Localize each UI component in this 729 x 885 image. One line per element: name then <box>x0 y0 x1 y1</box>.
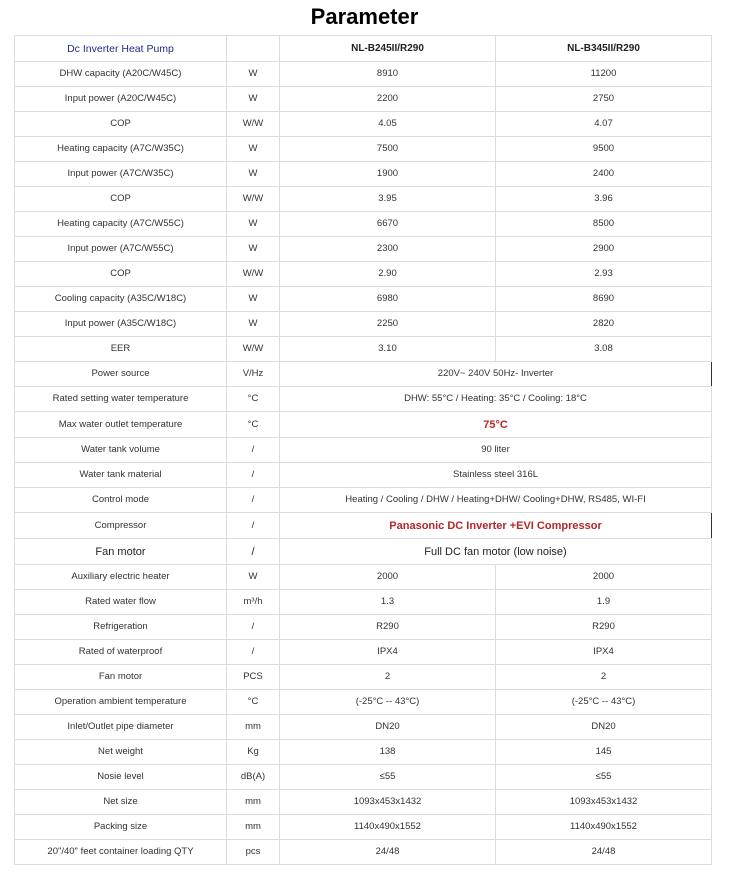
value-b-cell: 2750 <box>496 87 712 112</box>
value-a-cell: 2200 <box>280 87 496 112</box>
param-cell: Operation ambient temperature <box>15 690 227 715</box>
value-b-cell: 2900 <box>496 237 712 262</box>
table-row <box>15 590 712 615</box>
value-b-cell: 8690 <box>496 287 712 312</box>
value-a-cell: ≤55 <box>280 765 496 790</box>
param-cell: Rated of waterproof <box>15 640 227 665</box>
unit-cell: pcs <box>227 840 280 865</box>
header-label: Dc Inverter Heat Pump <box>15 36 227 62</box>
unit-cell: mm <box>227 715 280 740</box>
value-b-cell: R290 <box>496 615 712 640</box>
table-header-row <box>15 36 712 62</box>
table-row <box>15 337 712 362</box>
table-row <box>15 815 712 840</box>
table-row <box>15 262 712 287</box>
value-b-cell: 8500 <box>496 212 712 237</box>
table-row <box>15 665 712 690</box>
param-cell: Input power (A7C/W35C) <box>15 162 227 187</box>
value-b-cell: 11200 <box>496 62 712 87</box>
value-a-cell: 1900 <box>280 162 496 187</box>
value-a-cell: 8910 <box>280 62 496 87</box>
param-cell: Fan motor <box>15 665 227 690</box>
value-b-cell: 24/48 <box>496 840 712 865</box>
param-cell: COP <box>15 187 227 212</box>
value-b-cell: (-25°C -- 43°C) <box>496 690 712 715</box>
table-row <box>15 565 712 590</box>
param-cell: COP <box>15 112 227 137</box>
param-cell: Input power (A7C/W55C) <box>15 237 227 262</box>
table-row <box>15 212 712 237</box>
unit-cell: / <box>227 488 280 513</box>
value-a-cell: 138 <box>280 740 496 765</box>
param-cell: 20"/40" feet container loading QTY <box>15 840 227 865</box>
table-row <box>15 690 712 715</box>
unit-cell: / <box>227 438 280 463</box>
value-b-cell: 4.07 <box>496 112 712 137</box>
value-a-cell: 7500 <box>280 137 496 162</box>
unit-cell: m³/h <box>227 590 280 615</box>
table-row <box>15 715 712 740</box>
table-row <box>15 287 712 312</box>
table-row <box>15 640 712 665</box>
unit-cell: / <box>227 615 280 640</box>
param-cell: Water tank volume <box>15 438 227 463</box>
value-a-cell: 3.95 <box>280 187 496 212</box>
value-b-cell: 1140x490x1552 <box>496 815 712 840</box>
unit-cell: W <box>227 312 280 337</box>
unit-cell: W <box>227 87 280 112</box>
table-row <box>15 765 712 790</box>
parameter-table <box>14 35 712 865</box>
table-row <box>15 312 712 337</box>
param-cell: Compressor <box>15 513 227 539</box>
table-row <box>15 790 712 815</box>
param-cell: Power source <box>15 362 227 387</box>
param-cell: Heating capacity (A7C/W55C) <box>15 212 227 237</box>
param-cell: Heating capacity (A7C/W35C) <box>15 137 227 162</box>
value-a-cell: 24/48 <box>280 840 496 865</box>
page-title: Parameter <box>310 4 419 29</box>
value-a-cell: 2000 <box>280 565 496 590</box>
value-b-cell: DN20 <box>496 715 712 740</box>
param-cell: Max water outlet temperature <box>15 412 227 438</box>
compressor-value-cell: Panasonic DC Inverter +EVI Compressor <box>280 513 712 539</box>
table-row <box>15 412 712 438</box>
param-cell: COP <box>15 262 227 287</box>
merged-value-cell: DHW: 55°C / Heating: 35°C / Cooling: 18°C <box>280 387 712 412</box>
header-model-a: NL-B245II/R290 <box>280 36 496 62</box>
value-b-cell: 2400 <box>496 162 712 187</box>
unit-cell: W <box>227 62 280 87</box>
header-model-b: NL-B345II/R290 <box>496 36 712 62</box>
value-b-cell: 9500 <box>496 137 712 162</box>
param-cell: Refrigeration <box>15 615 227 640</box>
value-a-cell: 6980 <box>280 287 496 312</box>
unit-cell: °C <box>227 387 280 412</box>
unit-cell: Kg <box>227 740 280 765</box>
param-cell: Net weight <box>15 740 227 765</box>
unit-cell: W <box>227 162 280 187</box>
param-cell: Input power (A20C/W45C) <box>15 87 227 112</box>
table-row <box>15 137 712 162</box>
value-b-cell: ≤55 <box>496 765 712 790</box>
param-cell: Nosie level <box>15 765 227 790</box>
param-cell: Rated setting water temperature <box>15 387 227 412</box>
table-row <box>15 740 712 765</box>
value-b-cell: 2.93 <box>496 262 712 287</box>
param-cell: Net size <box>15 790 227 815</box>
value-a-cell: 2.90 <box>280 262 496 287</box>
unit-cell: W/W <box>227 187 280 212</box>
unit-cell: W <box>227 212 280 237</box>
table-row <box>15 237 712 262</box>
unit-cell: mm <box>227 790 280 815</box>
param-cell: Auxiliary electric heater <box>15 565 227 590</box>
param-cell: Input power (A35C/W18C) <box>15 312 227 337</box>
param-cell: DHW capacity (A20C/W45C) <box>15 62 227 87</box>
unit-cell: W/W <box>227 262 280 287</box>
value-a-cell: 3.10 <box>280 337 496 362</box>
unit-cell: dB(A) <box>227 765 280 790</box>
value-b-cell: 1093x453x1432 <box>496 790 712 815</box>
table-row <box>15 463 712 488</box>
value-a-cell: IPX4 <box>280 640 496 665</box>
value-b-cell: 2 <box>496 665 712 690</box>
unit-cell: W/W <box>227 337 280 362</box>
unit-cell: / <box>227 539 280 565</box>
value-a-cell: 2250 <box>280 312 496 337</box>
value-a-cell: (-25°C -- 43°C) <box>280 690 496 715</box>
unit-cell: W <box>227 137 280 162</box>
value-a-cell: R290 <box>280 615 496 640</box>
table-row <box>15 162 712 187</box>
value-a-cell: 4.05 <box>280 112 496 137</box>
unit-cell: W <box>227 565 280 590</box>
table-row <box>15 112 712 137</box>
value-b-cell: 145 <box>496 740 712 765</box>
merged-value-cell: 220V~ 240V 50Hz- Inverter <box>280 362 712 387</box>
value-b-cell: IPX4 <box>496 640 712 665</box>
param-cell: Water tank material <box>15 463 227 488</box>
value-b-cell: 1.9 <box>496 590 712 615</box>
table-row <box>15 840 712 865</box>
merged-value-cell: Stainless steel 316L <box>280 463 712 488</box>
table-row <box>15 615 712 640</box>
param-cell: Rated water flow <box>15 590 227 615</box>
table-row <box>15 387 712 412</box>
unit-cell: / <box>227 463 280 488</box>
unit-cell: °C <box>227 690 280 715</box>
merged-value-cell: 90 liter <box>280 438 712 463</box>
unit-cell: mm <box>227 815 280 840</box>
value-b-cell: 2820 <box>496 312 712 337</box>
merged-value-cell: Full DC fan motor (low noise) <box>280 539 712 565</box>
unit-cell: W <box>227 287 280 312</box>
param-cell: Control mode <box>15 488 227 513</box>
unit-cell: / <box>227 640 280 665</box>
table-row <box>15 513 712 539</box>
unit-cell: °C <box>227 412 280 438</box>
header-unit <box>227 36 280 62</box>
param-cell: Fan motor <box>15 539 227 565</box>
unit-cell: PCS <box>227 665 280 690</box>
param-cell: EER <box>15 337 227 362</box>
merged-value-cell: Heating / Cooling / DHW / Heating+DHW/ Cooling+DHW, RS485, WI-FI <box>280 488 712 513</box>
value-a-cell: 1093x453x1432 <box>280 790 496 815</box>
value-a-cell: 2 <box>280 665 496 690</box>
max-temp-value-cell: 75°C <box>280 412 712 438</box>
value-a-cell: 1140x490x1552 <box>280 815 496 840</box>
value-a-cell: 6670 <box>280 212 496 237</box>
param-cell: Inlet/Outlet pipe diameter <box>15 715 227 740</box>
unit-cell: / <box>227 513 280 539</box>
param-cell: Packing size <box>15 815 227 840</box>
table-row <box>15 362 712 387</box>
table-row <box>15 539 712 565</box>
value-b-cell: 3.96 <box>496 187 712 212</box>
table-row <box>15 62 712 87</box>
value-a-cell: 1.3 <box>280 590 496 615</box>
table-row <box>15 488 712 513</box>
value-b-cell: 3.08 <box>496 337 712 362</box>
value-a-cell: 2300 <box>280 237 496 262</box>
unit-cell: W <box>227 237 280 262</box>
unit-cell: V/Hz <box>227 362 280 387</box>
value-a-cell: DN20 <box>280 715 496 740</box>
table-row <box>15 187 712 212</box>
value-b-cell: 2000 <box>496 565 712 590</box>
table-row <box>15 438 712 463</box>
table-row <box>15 87 712 112</box>
unit-cell: W/W <box>227 112 280 137</box>
param-cell: Cooling capacity (A35C/W18C) <box>15 287 227 312</box>
